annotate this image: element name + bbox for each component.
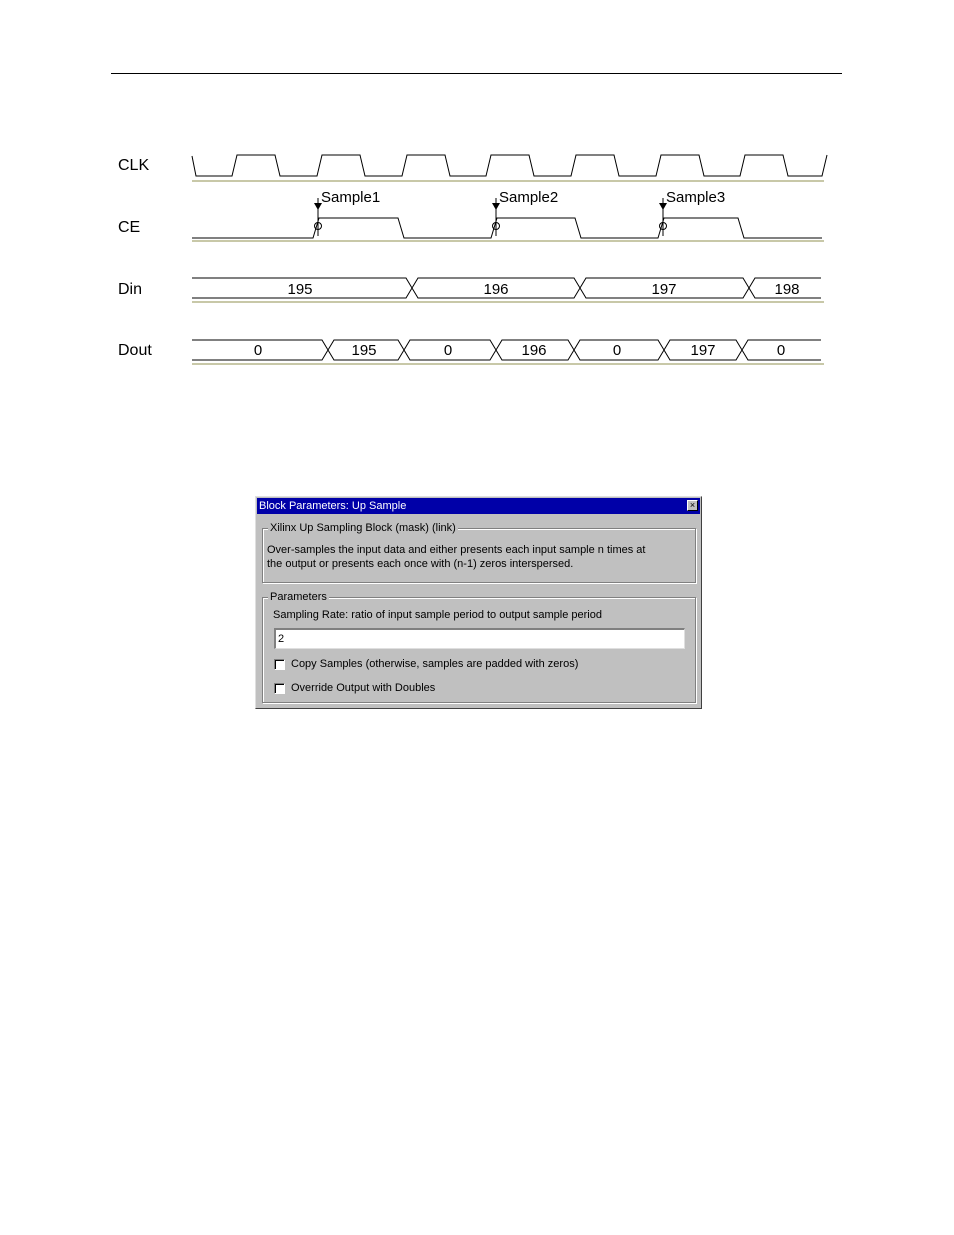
dout-value-7: 0	[776, 342, 786, 359]
din-value-1: 195	[287, 281, 313, 298]
block-info-title: Xilinx Up Sampling Block (mask) (link)	[270, 522, 456, 534]
sample-marker-1	[314, 189, 380, 236]
sample-marker-3	[659, 189, 725, 236]
dout-value-1: 0	[253, 342, 263, 359]
timing-diagram	[100, 140, 840, 380]
sample-marker-2-label: Sample2	[499, 189, 559, 206]
dout-value-6: 197	[690, 342, 716, 359]
close-icon[interactable]: ×	[687, 500, 698, 511]
sample-marker-1-label: Sample1	[321, 189, 381, 206]
sample-marker-2	[492, 189, 558, 236]
block-description	[267, 543, 689, 571]
dout-value-3: 0	[443, 342, 453, 359]
override-output-label: Override Output with Doubles	[291, 682, 436, 694]
dialog-title: Block Parameters: Up Sample	[259, 500, 407, 512]
copy-samples-option[interactable]	[274, 656, 578, 672]
din-value-4: 198	[774, 281, 800, 298]
ce-waveform	[192, 218, 822, 238]
description-line-1: Over-samples the input data and either presents each input sample n times at	[267, 544, 646, 556]
clk-label: CLK	[118, 157, 150, 174]
clk-waveform	[192, 155, 827, 176]
ce-label: CE	[118, 219, 141, 236]
override-output-option[interactable]	[274, 680, 435, 696]
sample-marker-3-label: Sample3	[666, 189, 726, 206]
dout-value-4: 196	[521, 342, 547, 359]
copy-samples-label: Copy Samples (otherwise, samples are padded with zeros)	[291, 658, 579, 670]
din-label: Din	[118, 281, 143, 298]
header-rule	[111, 73, 842, 74]
parameters-title: Parameters	[270, 591, 327, 603]
description-line-2: the output or presents each once with (n-1) zeros interspersed.	[267, 558, 574, 570]
parameters-group	[262, 591, 696, 703]
dout-bus	[192, 340, 821, 360]
block-info-group	[262, 522, 696, 583]
din-value-2: 196	[483, 281, 509, 298]
dout-value-5: 0	[612, 342, 622, 359]
block-parameters-dialog	[255, 496, 702, 709]
dialog-titlebar[interactable]	[257, 498, 700, 514]
copy-samples-checkbox[interactable]	[274, 659, 285, 670]
sampling-rate-input[interactable]	[274, 628, 685, 649]
dout-value-2: 195	[351, 342, 377, 359]
dout-label: Dout	[118, 342, 152, 359]
sampling-rate-label: Sampling Rate: ratio of input sample period to output sample period	[273, 609, 602, 621]
din-value-3: 197	[651, 281, 677, 298]
override-output-checkbox[interactable]	[274, 683, 285, 694]
